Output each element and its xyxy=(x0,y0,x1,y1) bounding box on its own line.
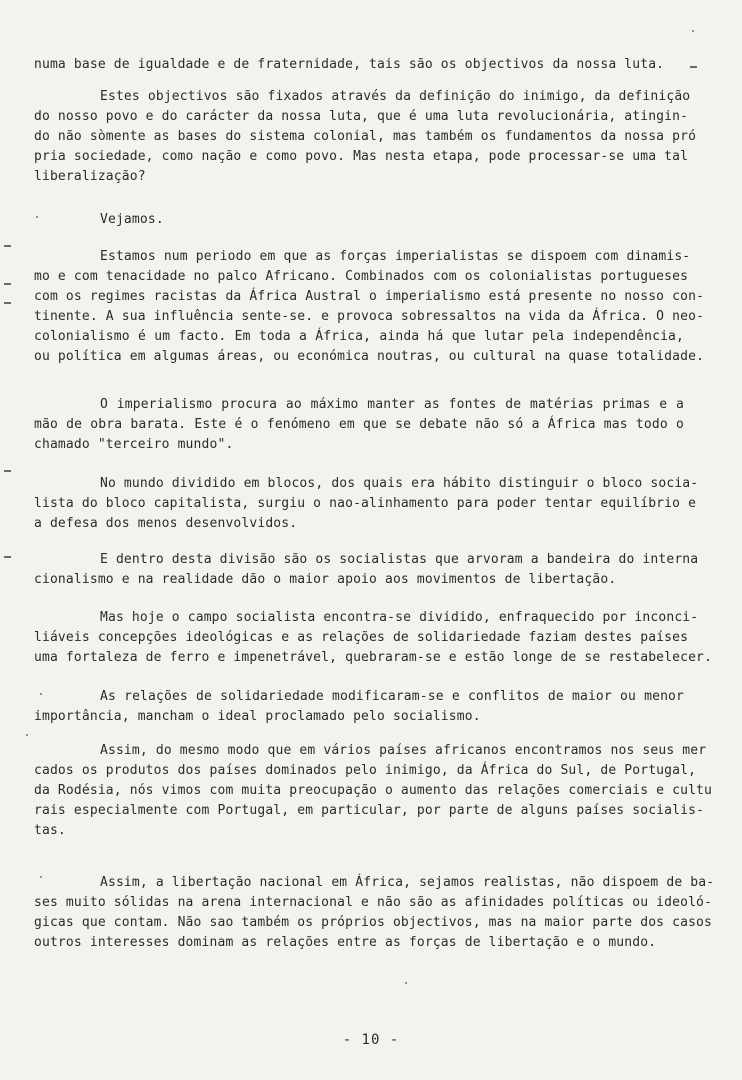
text-line: cionalismo e na realidade dão o maior apoio aos movimentos de libertação. xyxy=(34,572,617,587)
text-line: da Rodésia, nós vimos com muita preocupação o aumento das relações comerciais e cultu xyxy=(34,783,713,798)
margin-mark xyxy=(690,66,697,68)
paragraph-11 xyxy=(34,873,715,953)
text-line: E dentro desta divisão são os socialistas que arvoram a bandeira do interna xyxy=(100,552,699,567)
margin-mark xyxy=(4,283,11,285)
text-line: Vejamos. xyxy=(100,212,164,227)
text-line: Estes objectivos são fixados através da definição do inimigo, da definição xyxy=(100,89,691,104)
text-line: mão de obra barata. Este é o fenómeno em que se debate não só a África mas todo o xyxy=(34,417,684,432)
scan-speck xyxy=(36,216,38,218)
text-line: tinente. A sua influência sente-se. e provoca sobressaltos na vida da África. O neo- xyxy=(34,309,705,324)
text-line: O imperialismo procura ao máximo manter as fontes de matérias primas e a xyxy=(100,397,684,412)
scan-speck xyxy=(40,693,42,695)
text-line: chamado "terceiro mundo". xyxy=(34,437,234,452)
text-line: Assim, a libertação nacional em África, sejamos realistas, não dispoem de ba- xyxy=(100,875,715,890)
paragraph-7 xyxy=(34,550,699,590)
text-line: do nosso povo e do carácter da nossa luta, que é uma luta revolucionária, atingin- xyxy=(34,109,689,124)
paragraph-6 xyxy=(34,474,699,534)
text-line: do não sòmente as bases do sistema colonial, mas também os fundamentos da nossa pró xyxy=(34,129,697,144)
text-line: cados os produtos dos países dominados pelo inimigo, da África do Sul, de Portugal, xyxy=(34,763,697,778)
text-line: Mas hoje o campo socialista encontra-se dividido, enfraquecido por inconci- xyxy=(100,610,699,625)
page-number: - 10 - xyxy=(342,1032,400,1048)
paragraph-10 xyxy=(34,741,713,841)
paragraph-8 xyxy=(34,608,713,668)
text-line: Assim, do mesmo modo que em vários países africanos encontramos nos seus mer xyxy=(100,743,707,758)
paragraph-3 xyxy=(34,210,684,230)
scan-speck xyxy=(26,734,28,736)
scan-speck xyxy=(40,876,42,878)
text-line: liberalização? xyxy=(34,169,146,184)
text-line: pria sociedade, como nação e como povo. Mas nesta etapa, pode processar-se uma tal xyxy=(34,149,689,164)
paragraph-2 xyxy=(34,87,697,187)
text-line: tas. xyxy=(34,823,66,838)
text-line: colonialismo é um facto. Em toda a África, ainda há que lutar pela independência, xyxy=(34,329,684,344)
text-line: outros interesses dominam as relações entre as forças de libertação e o mundo. xyxy=(34,935,657,950)
scan-speck xyxy=(405,982,407,984)
text-line: importância, mancham o ideal proclamado pelo socialismo. xyxy=(34,709,481,724)
text-line: No mundo dividido em blocos, dos quais era hábito distinguir o bloco socia- xyxy=(100,476,699,491)
text-line: Estamos num periodo em que as forças imperialistas se dispoem com dinamis- xyxy=(100,249,691,264)
margin-mark xyxy=(4,245,11,247)
scan-speck xyxy=(692,30,694,32)
text-line: lista do bloco capitalista, surgiu o nao-alinhamento para poder tentar equilíbrio e xyxy=(34,496,697,511)
paragraph-1 xyxy=(34,55,684,75)
margin-mark xyxy=(4,302,11,304)
text-line: As relações de solidariedade modificaram-se e conflitos de maior ou menor xyxy=(100,689,684,704)
text-line: mo e com tenacidade no palco Africano. Combinados com os colonialistas portugueses xyxy=(34,269,689,284)
margin-mark xyxy=(4,470,11,472)
paragraph-5 xyxy=(34,395,684,455)
text-line: gicas que contam. Não sao também os próprios objectivos, mas na maior parte dos casos xyxy=(34,915,713,930)
text-line: a defesa dos menos desenvolvidos. xyxy=(34,516,298,531)
text-line: ses muito sólidas na arena internacional e não são as afinidades políticas ou ideoló- xyxy=(34,895,713,910)
text-line: ou política em algumas áreas, ou económica noutras, ou cultural na quase totalidade. xyxy=(34,349,705,364)
paragraph-4 xyxy=(34,247,705,367)
paragraph-9 xyxy=(34,687,684,727)
text-line: rais especialmente com Portugal, em particular, por parte de alguns países socialis- xyxy=(34,803,705,818)
text-line: numa base de igualdade e de fraternidade, tais são os objectivos da nossa luta. xyxy=(34,57,665,72)
margin-mark xyxy=(4,556,11,558)
text-line: com os regimes racistas da África Austral o imperialismo está presente no nosso con- xyxy=(34,289,705,304)
text-line: uma fortaleza de ferro e impenetrável, quebraram-se e estão longe de se restabelecer. xyxy=(34,650,713,665)
text-line: liáveis concepções ideológicas e as relações de solidariedade faziam destes países xyxy=(34,630,689,645)
